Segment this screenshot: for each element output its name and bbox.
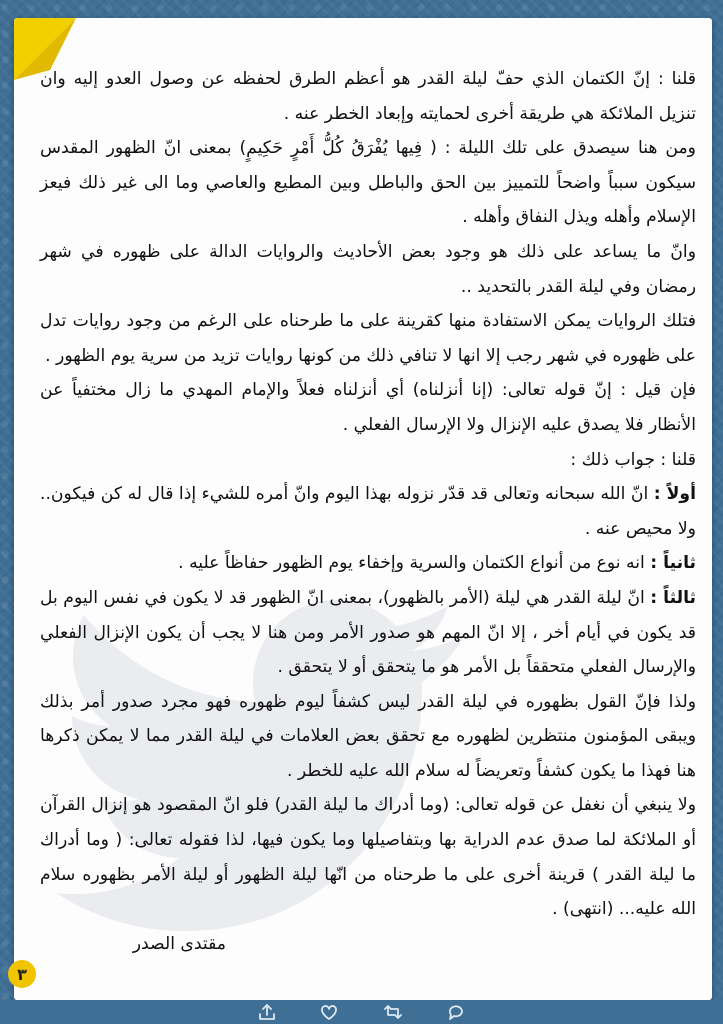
point-text: انه نوع من أنواع الكتمان والسرية وإخفاء يوم الظهور حفاظاً عليه .	[178, 553, 651, 574]
page-number-badge: ٣	[8, 960, 36, 988]
heart-icon[interactable]	[319, 1002, 339, 1022]
paragraph	[40, 477, 696, 546]
paragraph: ومن هنا سيصدق على تلك الليلة : ( فِيها يُفْرَقُ كُلُّ أَمْرٍ حَكِيمٍ) بمعنى انّ الظهور المقدس سيكون سبباً واضحاً للتمييز بين الحق والباطل وبين المطيع والعاصي وما الى غير ذلك فيعز الإسلام وأهله ويذل النفاق وأهله .	[40, 138, 696, 228]
body-text	[40, 62, 696, 961]
document-page	[14, 18, 712, 1000]
point-text: انّ الله سبحانه وتعالى قد قدّر نزوله بهذا اليوم وانّ أمره للشيء إذا قال له كن فيكون.. ولا محيص عنه .	[40, 484, 696, 539]
paragraph: فإن قيل : إنّ قوله تعالى: (إنا أنزلناه) أي أنزلناه فعلاً والإمام المهدي ما زال مختفياً عن الأنظار فلا يصدق عليه الإنزال ولا الإرسال الفعلي .	[40, 380, 696, 435]
point-label: أولاً :	[653, 484, 696, 505]
paragraph: وانّ ما يساعد على ذلك هو وجود بعض الأحاديث والروايات الدالة على ظهوره في شهر رمضان وفي ليلة القدر بالتحديد ..	[40, 241, 696, 297]
share-icon[interactable]	[257, 1002, 277, 1022]
paragraph: قلنا : جواب ذلك :	[570, 449, 696, 470]
point-label: ثانياً :	[650, 553, 696, 574]
paragraph	[40, 581, 696, 685]
retweet-icon[interactable]	[383, 1002, 403, 1022]
point-label: ثالثاً :	[650, 587, 696, 608]
paragraph: ولا ينبغي أن نغفل عن قوله تعالى: (وما أدراك ما ليلة القدر) فلو انّ المقصود هو إنزال القرآن أو الملائكة لما صدق عدم الدراية بها وبتفاصيلها وما يكون فيها، لذا فقوله تعالى: ( وما أدراك ما ليلة القدر ) قرينة أخرى على ما طرحناه من انّها ليلة الظهور أو ليلة الأمر بظهوره سلام الله عليه... (انتهى) .	[40, 795, 696, 920]
paragraph	[40, 546, 696, 581]
reply-icon[interactable]	[446, 1002, 466, 1022]
signature: مقتدى الصدر	[132, 933, 226, 954]
point-text: انّ ليلة القدر هي ليلة (الأمر بالظهور)، بمعنى انّ الظهور قد لا يكون في نفس اليوم بل قد يكون في أيام أخر ، إلا انّ المهم هو صدور الأمر ومن هنا لا يجب أن يكون الإنزال الفعلي والإرسال الفعلي متحققاً بل الأمر هو ما يتحقق أو لا يتحقق .	[40, 587, 696, 678]
paragraph: ولذا فإنّ القول بظهوره في ليلة القدر ليس كشفاً ليوم ظهوره فهو مجرد صدور أمر بذلك ويبقى المؤمنون منتظرين لظهوره مع تحقق بعض العلامات في ليلة القدر مما لا يمكن ذكرها هنا فهذا ما يكون كشفاً وتعريضاً له سلام الله عليه للخطر .	[40, 691, 696, 781]
paragraph: قلنا : إنّ الكتمان الذي حفّ ليلة القدر هو أعظم الطرق لحفظه عن وصول العدو إليه وان تنزيل الملائكة هي طريقة أخرى لحمايته وإبعاد الخطر عنه .	[40, 69, 696, 124]
tweet-action-bar	[0, 1000, 723, 1024]
paragraph: فتلك الروايات يمكن الاستفادة منها كقرينة على ما طرحناه على الرغم من وجود روايات تدل على ظهوره في شهر رجب إلا انها لا تنافي ذلك من كونها روايات تزيد من سرية يوم الظهور .	[40, 311, 696, 366]
